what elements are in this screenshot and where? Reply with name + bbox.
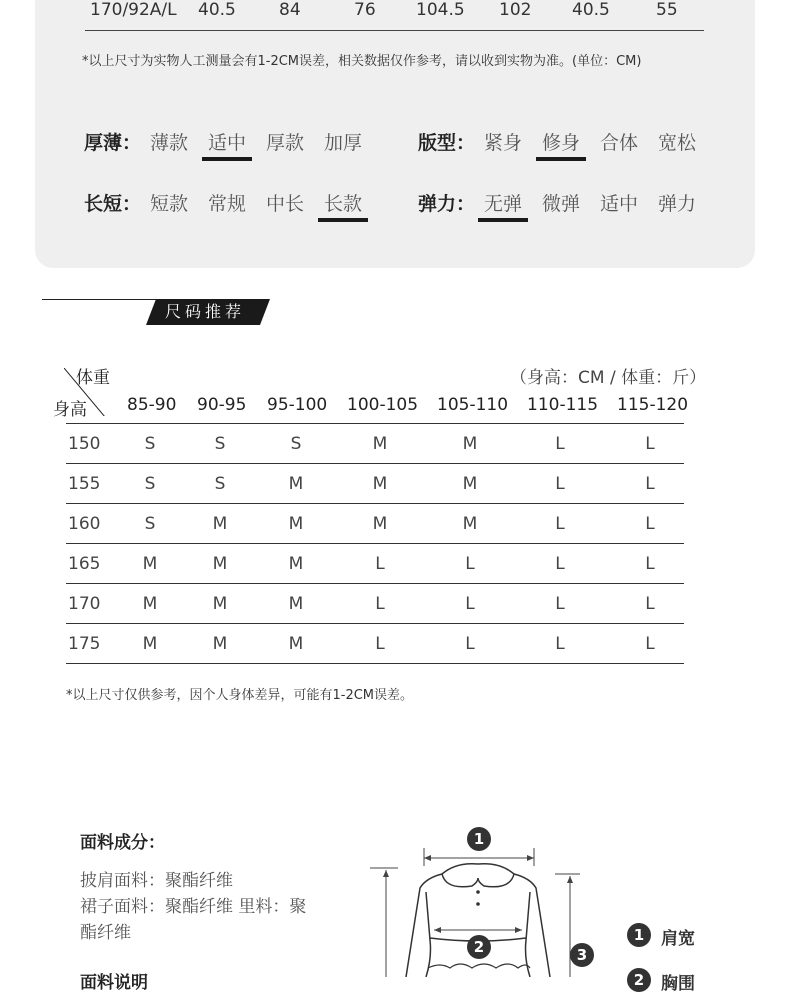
fit-option: 合体 bbox=[599, 132, 638, 154]
length-option: 短款 bbox=[149, 193, 188, 215]
thickness-option-selected: 适中 bbox=[202, 128, 252, 161]
size-recommendation-cell: M bbox=[212, 514, 228, 534]
size-recommendation-cell: L bbox=[375, 554, 385, 574]
table-rule bbox=[66, 663, 684, 664]
size-recommendation-cell: L bbox=[555, 474, 565, 494]
size-recommendation-cell: L bbox=[375, 634, 385, 654]
size-recommendation-cell: S bbox=[290, 434, 302, 454]
thickness-option: 薄款 bbox=[149, 132, 188, 154]
height-row-label: 160 bbox=[68, 514, 101, 534]
weight-col-header: 90-95 bbox=[197, 395, 247, 415]
weight-col-header: 85-90 bbox=[127, 395, 177, 415]
size-recommendation-cell: S bbox=[214, 434, 226, 454]
height-row-label: 165 bbox=[68, 554, 101, 574]
thickness-label: 厚薄： bbox=[84, 132, 142, 154]
elasticity-option: 微弹 bbox=[541, 193, 580, 215]
size-cell: 104.5 bbox=[416, 0, 465, 20]
size-recommendation-cell: L bbox=[465, 594, 475, 614]
size-recommendation-cell: M bbox=[462, 434, 478, 454]
size-recommendation-cell: L bbox=[555, 434, 565, 454]
size-recommendation-cell: M bbox=[372, 514, 388, 534]
size-recommendation-cell: M bbox=[212, 634, 228, 654]
fabric-line: 披肩面料：聚酯纤维 bbox=[80, 871, 233, 891]
size-recommendation-cell: M bbox=[288, 514, 304, 534]
section-rule bbox=[42, 299, 160, 300]
size-recommendation-cell: M bbox=[142, 594, 158, 614]
measure-note: *以上尺寸为实物人工测量会有1-2CM误差，相关数据仅作参考，请以收到实物为准。(单位：CM) bbox=[82, 54, 642, 69]
size-recommendation-cell: M bbox=[288, 554, 304, 574]
size-recommendation-cell: L bbox=[645, 634, 655, 654]
weight-col-header: 110-115 bbox=[527, 395, 599, 415]
section-title: 尺码推荐 bbox=[164, 302, 245, 321]
length-option: 常规 bbox=[207, 193, 246, 215]
legend-marker-1: 1 bbox=[627, 923, 651, 947]
fit-option: 紧身 bbox=[483, 132, 522, 154]
elasticity-option: 弹力 bbox=[657, 193, 696, 215]
unit-note: （身高：CM / 体重：斤） bbox=[510, 368, 707, 388]
fit-option-selected: 修身 bbox=[536, 128, 586, 161]
size-recommendation-cell: M bbox=[462, 514, 478, 534]
size-recommendation-cell: L bbox=[375, 594, 385, 614]
size-cell: 170/92A/L bbox=[90, 0, 177, 20]
fabric-desc-title: 面料说明 bbox=[80, 973, 148, 993]
size-recommendation-cell: L bbox=[555, 554, 565, 574]
table-rule bbox=[66, 623, 684, 624]
legend-marker-2: 2 bbox=[627, 968, 651, 992]
size-recommendation-cell: L bbox=[645, 514, 655, 534]
size-recommendation-cell: M bbox=[288, 594, 304, 614]
weight-col-header: 115-120 bbox=[617, 395, 689, 415]
size-recommendation-cell: S bbox=[144, 474, 156, 494]
weight-col-header: 105-110 bbox=[437, 395, 509, 415]
thickness-option: 厚款 bbox=[265, 132, 304, 154]
table-rule bbox=[66, 503, 684, 504]
size-recommendation-cell: L bbox=[645, 554, 655, 574]
fabric-line: 酯纤维 bbox=[80, 923, 131, 943]
size-recommendation-cell: L bbox=[555, 634, 565, 654]
size-recommendation-cell: S bbox=[144, 514, 156, 534]
marker-1: 1 bbox=[467, 827, 491, 851]
size-cell: 40.5 bbox=[198, 0, 236, 20]
size-cell: 40.5 bbox=[572, 0, 610, 20]
size-recommendation-cell: M bbox=[212, 594, 228, 614]
table-rule bbox=[66, 543, 684, 544]
marker-2: 2 bbox=[467, 935, 491, 959]
size-recommendation-cell: L bbox=[555, 514, 565, 534]
table-rule bbox=[66, 423, 684, 424]
size-recommendation-cell: M bbox=[288, 634, 304, 654]
length-option-selected: 长款 bbox=[318, 189, 368, 222]
fit-option: 宽松 bbox=[657, 132, 696, 154]
height-row-label: 150 bbox=[68, 434, 101, 454]
legend-label-shoulder: 肩宽 bbox=[661, 929, 695, 949]
table-rule bbox=[66, 463, 684, 464]
height-row-label: 175 bbox=[68, 634, 101, 654]
size-recommendation-cell: L bbox=[465, 554, 475, 574]
weight-col-header: 95-100 bbox=[267, 395, 328, 415]
size-recommendation-cell: L bbox=[555, 594, 565, 614]
table-divider bbox=[85, 30, 704, 31]
product-info-panel bbox=[35, 0, 755, 268]
size-recommendation-cell: M bbox=[212, 554, 228, 574]
elasticity-option-selected: 无弹 bbox=[478, 189, 528, 222]
size-recommendation-cell: L bbox=[465, 634, 475, 654]
size-recommendation-cell: L bbox=[645, 474, 655, 494]
elasticity-label: 弹力： bbox=[418, 193, 476, 215]
size-recommendation-cell: M bbox=[142, 554, 158, 574]
size-recommendation-cell: M bbox=[462, 474, 478, 494]
size-cell: 76 bbox=[354, 0, 376, 20]
height-row-label: 170 bbox=[68, 594, 101, 614]
size-recommendation-cell: S bbox=[144, 434, 156, 454]
fabric-title: 面料成分： bbox=[80, 833, 165, 853]
size-cell: 84 bbox=[279, 0, 301, 20]
size-cell: 102 bbox=[499, 0, 532, 20]
length-option: 中长 bbox=[265, 193, 304, 215]
weight-col-header: 100-105 bbox=[347, 395, 419, 415]
size-recommendation-cell: L bbox=[645, 434, 655, 454]
height-row-label: 155 bbox=[68, 474, 101, 494]
thickness-option: 加厚 bbox=[323, 132, 362, 154]
size-recommendation-cell: M bbox=[288, 474, 304, 494]
fabric-line: 裙子面料：聚酯纤维 里料：聚 bbox=[80, 897, 307, 917]
size-recommendation-cell: L bbox=[645, 594, 655, 614]
size-cell: 55 bbox=[656, 0, 678, 20]
length-label: 长短： bbox=[84, 193, 142, 215]
recommend-note: *以上尺寸仅供参考，因个人身体差异，可能有1-2CM误差。 bbox=[66, 688, 414, 703]
size-recommendation-cell: M bbox=[142, 634, 158, 654]
size-recommendation-cell: S bbox=[214, 474, 226, 494]
fit-label: 版型： bbox=[418, 132, 476, 154]
weight-header: 体重 bbox=[76, 368, 110, 388]
legend-label-chest: 胸围 bbox=[661, 974, 695, 994]
elasticity-option: 适中 bbox=[599, 193, 638, 215]
size-recommendation-cell: M bbox=[372, 474, 388, 494]
marker-3: 3 bbox=[570, 943, 594, 967]
height-header: 身高 bbox=[53, 400, 87, 420]
size-recommendation-cell: M bbox=[372, 434, 388, 454]
table-rule bbox=[66, 583, 684, 584]
